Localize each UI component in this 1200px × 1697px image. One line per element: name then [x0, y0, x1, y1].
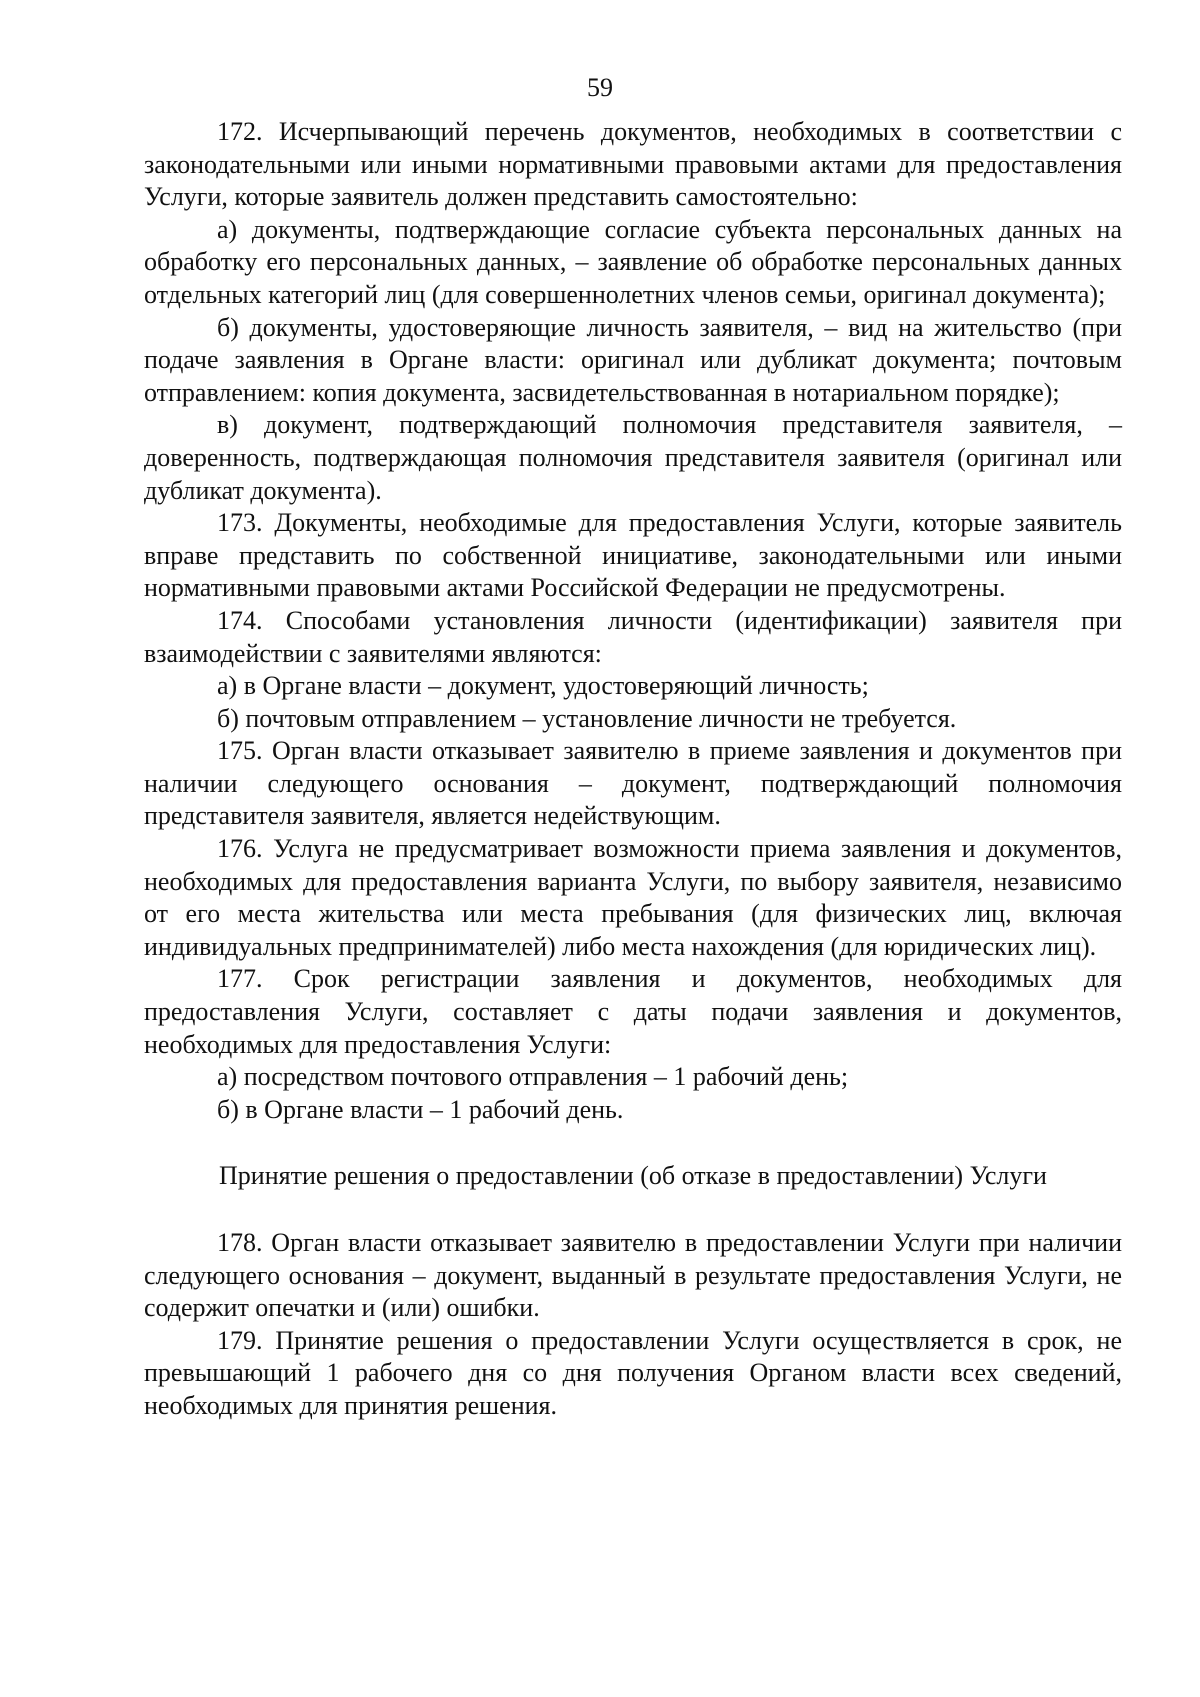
page-number: 59 [587, 73, 613, 102]
paragraph-173: 173. Документы, необходимые для предоставления Услуги, которые заявитель вправе представить по собственной инициативе, законодательными или иными нормативными правовыми актами Российской Федерации не предусмотрены. [144, 508, 1122, 603]
list-item-177-a: а) посредством почтового отправления – 1 рабочий день; [217, 1062, 849, 1092]
paragraph-172: 172. Исчерпывающий перечень документов, необходимых в соответствии с законодательными или иными нормативными правовыми актами для предоставления Услуги, которые заявитель должен представить самостоятельно: [144, 117, 1122, 212]
list-item-177-b: б) в Органе власти – 1 рабочий день. [217, 1094, 624, 1124]
paragraph-176: 176. Услуга не предусматривает возможности приема заявления и документов, необходимых для предоставления варианта Услуги, по выбору заявителя, независимо от его места жительства или места пребывания (для физических лиц, включая индивидуальных предпринимателей) либо места нахождения (для юридических лиц). [144, 834, 1122, 961]
list-item-174-a: а) в Органе власти – документ, удостоверяющий личность; [217, 671, 869, 701]
list-item-174-b: б) почтовым отправлением – установление личности не требуется. [217, 703, 957, 733]
paragraph-174: 174. Способами установления личности (идентификации) заявителя при взаимодействии с заявителями являются: [144, 605, 1122, 668]
section-heading: Принятие решения о предоставлении (об отказе в предоставлении) Услуги [219, 1161, 1047, 1191]
list-item-172-v: в) документ, подтверждающий полномочия представителя заявителя, – доверенность, подтверждающая полномочия представителя заявителя (оригинал или дубликат документа). [144, 410, 1122, 505]
list-item-172-b: б) документы, удостоверяющие личность заявителя, – вид на жительство (при подаче заявления в Органе власти: оригинал или дубликат документа; почтовым отправлением: копия документа, засвидетельствованная в нотариальном порядке); [144, 312, 1122, 407]
paragraph-179: 179. Принятие решения о предоставлении Услуги осуществляется в срок, не превышающий 1 рабочего дня со дня получения Органом власти всех сведений, необходимых для принятия решения. [144, 1325, 1122, 1420]
document-body [144, 116, 1122, 1423]
paragraph-175: 175. Орган власти отказывает заявителю в приеме заявления и документов при наличии следующего основания – документ, подтверждающий полномочия представителя заявителя, является недействующим. [144, 736, 1122, 831]
paragraph-177: 177. Срок регистрации заявления и документов, необходимых для предоставления Услуги, составляет с даты подачи заявления и документов, необходимых для предоставления Услуги: [144, 964, 1122, 1059]
paragraph-178: 178. Орган власти отказывает заявителю в предоставлении Услуги при наличии следующего основания – документ, выданный в результате предоставления Услуги, не содержит опечатки и (или) ошибки. [144, 1228, 1122, 1323]
list-item-172-a: а) документы, подтверждающие согласие субъекта персональных данных на обработку его персональных данных, – заявление об обработке персональных данных отдельных категорий лиц (для совершеннолетних членов семьи, оригинал документа); [144, 214, 1122, 309]
